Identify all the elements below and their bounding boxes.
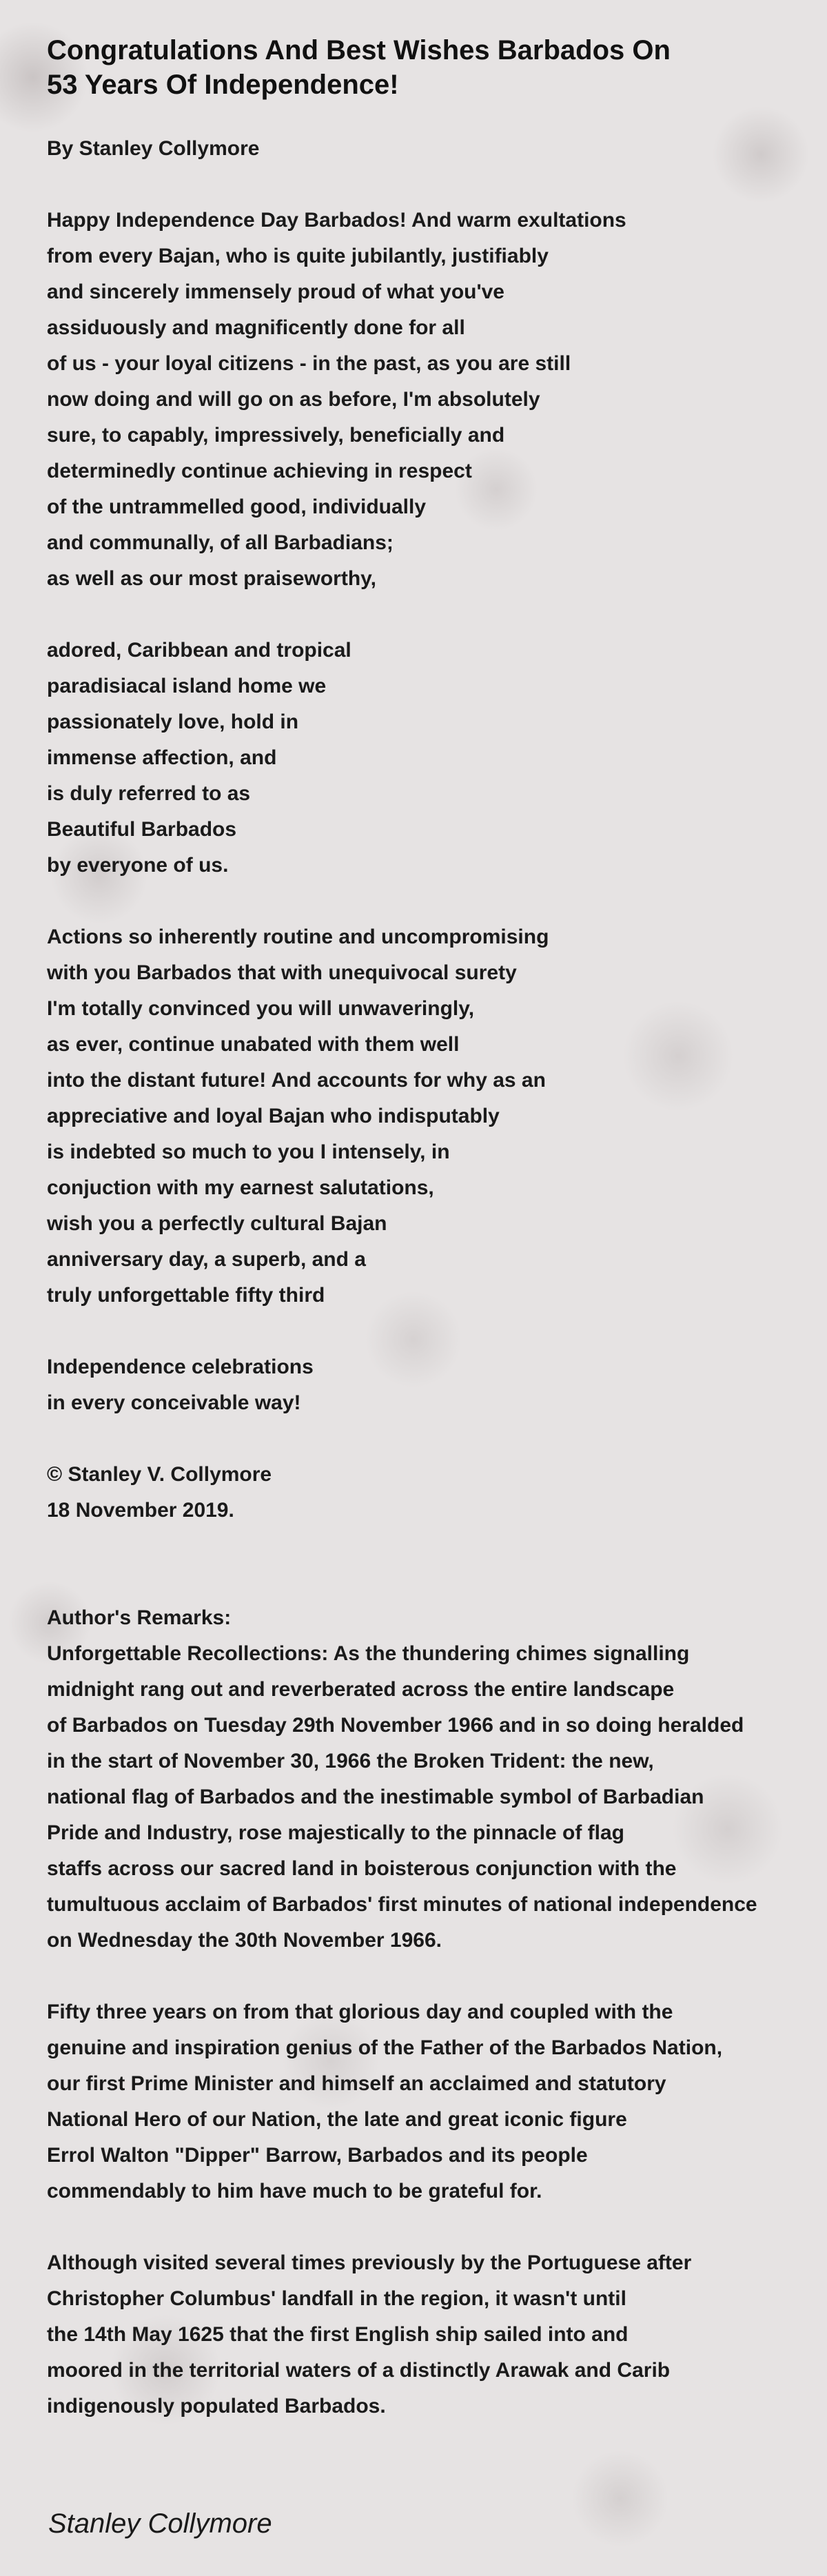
text-line: by everyone of us. [47, 854, 229, 877]
text-line: moored in the territorial waters of a distinctly Arawak and Carib [47, 2359, 671, 2382]
text-line: and communally, of all Barbadians; [47, 531, 394, 554]
text-line: Errol Walton "Dipper" Barrow, Barbados and its people [47, 2144, 588, 2167]
text-line: genuine and inspiration genius of the Father of the Barbados Nation, [47, 2036, 723, 2059]
poem-byline: By Stanley Collymore [47, 137, 260, 160]
text-line: Happy Independence Day Barbados! And warm exultations [47, 209, 626, 232]
text-line: anniversary day, a superb, and a [47, 1248, 366, 1271]
text-line: now doing and will go on as before, I'm absolutely [47, 388, 540, 411]
text-line: adored, Caribbean and tropical [47, 639, 351, 662]
text-line: is indebted so much to you I intensely, in [47, 1141, 450, 1163]
text-line: commendably to him have much to be grateful for. [47, 2180, 542, 2202]
text-line: staffs across our sacred land in boisterous conjunction with the [47, 1857, 677, 1880]
text-line: with you Barbados that with unequivocal surety [47, 961, 517, 984]
author-signature: Stanley Collymore [48, 2508, 272, 2539]
text-line: into the distant future! And accounts for why as an [47, 1069, 546, 1092]
text-line: Pride and Industry, rose majestically to the pinnacle of flag [47, 1821, 624, 1844]
text-line: determinedly continue achieving in respect [47, 460, 472, 482]
poem-title-line: Congratulations And Best Wishes Barbados On [47, 35, 671, 65]
text-line: appreciative and loyal Bajan who indisputably [47, 1105, 500, 1127]
text-line: Unforgettable Recollections: As the thundering chimes signalling [47, 1642, 690, 1665]
text-line: is duly referred to as [47, 782, 251, 805]
text-line: as well as our most praiseworthy, [47, 567, 376, 590]
poem-title-line: 53 Years Of Independence! [47, 70, 399, 100]
text-line: conjuction with my earnest salutations, [47, 1176, 434, 1199]
text-line: passionately love, hold in [47, 711, 299, 733]
text-line: of the untrammelled good, individually [47, 495, 427, 518]
text-line: in every conceivable way! [47, 1391, 301, 1414]
text-line: Beautiful Barbados [47, 818, 237, 841]
text-line: truly unforgettable fifty third [47, 1284, 325, 1307]
text-line: National Hero of our Nation, the late and great iconic figure [47, 2108, 627, 2131]
text-line: Although visited several times previously by the Portuguese after [47, 2251, 692, 2274]
text-line: 18 November 2019. [47, 1499, 234, 1522]
text-line: Author's Remarks: [47, 1606, 232, 1629]
poem-title [47, 33, 812, 102]
text-line: sure, to capably, impressively, beneficially and [47, 424, 505, 447]
section-gap [47, 1564, 812, 1600]
text-line: I'm totally convinced you will unwaveringly, [47, 997, 475, 1020]
text-line: tumultuous acclaim of Barbados' first minutes of national independence [47, 1893, 757, 1916]
text-line: the 14th May 1625 that the first English ship sailed into and [47, 2323, 629, 2346]
poem-page [47, 33, 812, 2460]
text-line: Independence celebrations [47, 1356, 314, 1378]
text-line: as ever, continue unabated with them well [47, 1033, 460, 1056]
text-line: from every Bajan, who is quite jubilantly, justifiably [47, 245, 549, 267]
text-line: Fifty three years on from that glorious day and coupled with the [47, 2001, 673, 2023]
text-line: in the start of November 30, 1966 the Broken Trident: the new, [47, 1750, 654, 1772]
stanza [47, 1349, 812, 1421]
text-line: of us - your loyal citizens - in the past, as you are still [47, 352, 571, 375]
author-remarks [47, 1600, 812, 2424]
text-line: and sincerely immensely proud of what you've [47, 280, 504, 303]
remarks-paragraph [47, 1600, 812, 1959]
stanza [47, 203, 812, 597]
text-line: national flag of Barbados and the inestimable symbol of Barbadian [47, 1786, 704, 1808]
text-line: © Stanley V. Collymore [47, 1463, 272, 1486]
text-line: Actions so inherently routine and uncompromising [47, 926, 549, 948]
text-line: of Barbados on Tuesday 29th November 1966 and in so doing heralded [47, 1714, 744, 1737]
stanza [47, 1457, 812, 1529]
text-line: wish you a perfectly cultural Bajan [47, 1212, 387, 1235]
text-line: on Wednesday the 30th November 1966. [47, 1929, 442, 1952]
text-line: assiduously and magnificently done for all [47, 316, 465, 339]
text-line: paradisiacal island home we [47, 675, 327, 697]
text-line: immense affection, and [47, 746, 277, 769]
text-line: our first Prime Minister and himself an acclaimed and statutory [47, 2072, 666, 2095]
text-line: indigenously populated Barbados. [47, 2395, 386, 2417]
remarks-paragraph [47, 1994, 812, 2209]
text-line: midnight rang out and reverberated across the entire landscape [47, 1678, 675, 1701]
stanza [47, 633, 812, 883]
stanza [47, 919, 812, 1313]
poem-body [47, 203, 812, 1529]
text-line: Christopher Columbus' landfall in the region, it wasn't until [47, 2287, 626, 2310]
remarks-paragraph [47, 2245, 812, 2424]
